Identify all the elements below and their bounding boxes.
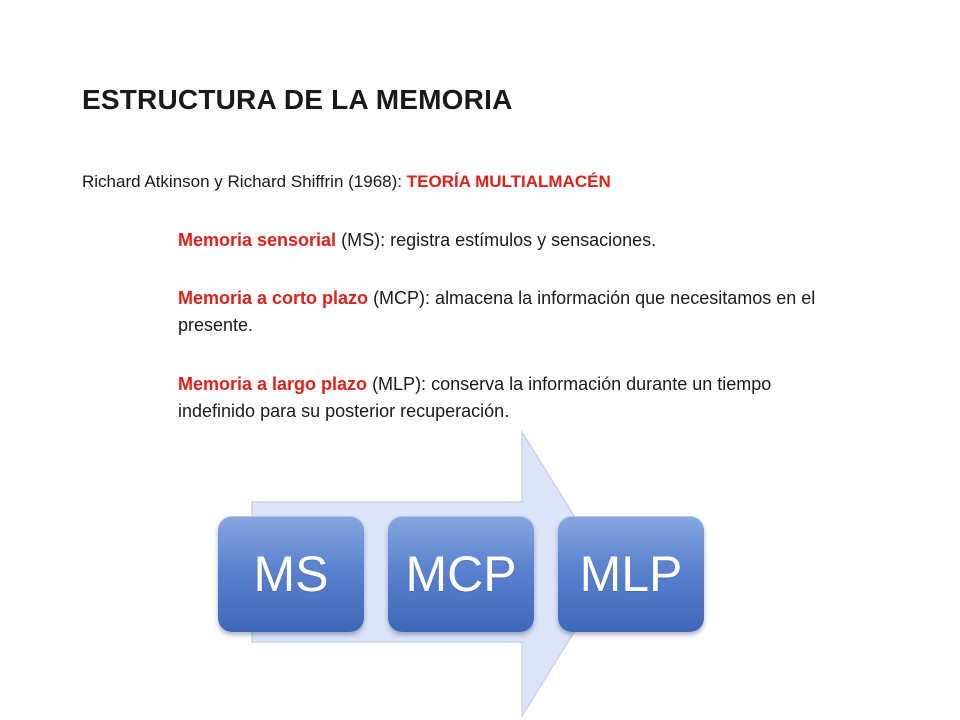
stage-label: MLP <box>579 546 683 602</box>
definition-sensory-memory <box>178 227 838 254</box>
stage-box-mlp <box>558 516 704 632</box>
intro-line <box>82 172 611 192</box>
definition-text: (MCP): almacena la información que necesitamos en el presente. <box>178 288 816 335</box>
stage-box-mcp <box>388 516 534 632</box>
definition-text: (MLP): conserva la información durante un tiempo indefinido para su posterior recuperación. <box>178 374 772 421</box>
stage-label: MS <box>253 546 329 602</box>
definition-text: (MS): registra estímulos y sensaciones. <box>341 230 657 250</box>
theory-name: TEORÍA MULTIALMACÉN <box>406 172 611 191</box>
stage-box-ms <box>218 516 364 632</box>
definition-long-term-memory <box>178 371 838 425</box>
definition-term: Memoria sensorial <box>178 230 337 250</box>
slide-title: ESTRUCTURA DE LA MEMORIA <box>82 84 513 115</box>
definition-term: Memoria a corto plazo <box>178 288 369 308</box>
definition-term: Memoria a largo plazo <box>178 374 368 394</box>
authors-text: Richard Atkinson y Richard Shiffrin (1968): <box>82 172 403 191</box>
memory-process-diagram <box>210 430 720 720</box>
stage-label: MCP <box>405 546 517 602</box>
definition-short-term-memory <box>178 285 838 339</box>
